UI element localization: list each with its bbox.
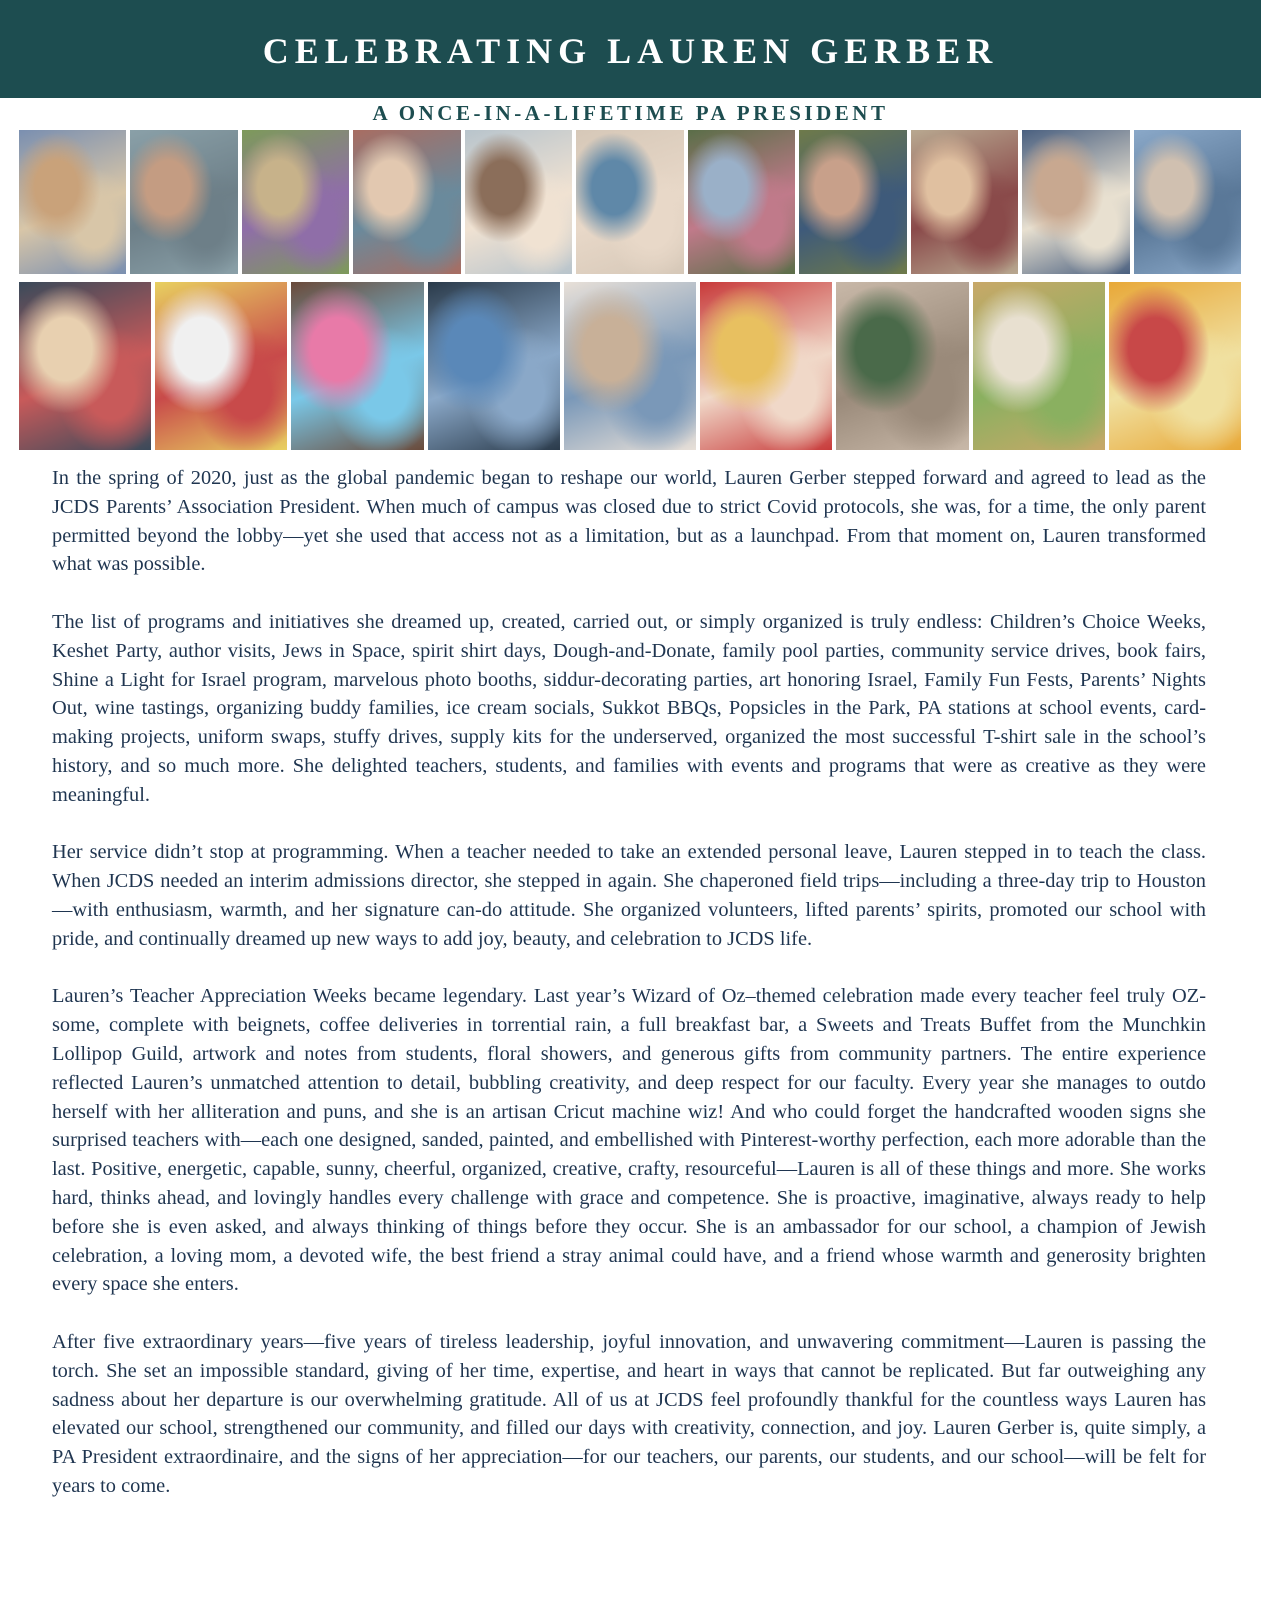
photo-group-grass (799, 130, 906, 274)
photo-student-table (1022, 130, 1129, 274)
page-title: CELEBRATING LAUREN GERBER (262, 31, 999, 71)
paragraph-farewell: After five extraordinary years—five years of tireless leadership, joyful innovation, and unwavering commitment—Lauren is passing the torch. She set an impossible standard, giving of her time, expertise, and heart in ways that cannot be replicated. But far outweighing any sadness about her departure is our overwhelming gratitude. All of us at JCDS feel profoundly thankful for the countless ways Lauren has elevated our school, strengthened our community, and filled our days with creativity, connection, and joy. Lauren Gerber is, quite simply, a PA President extraordinaire, and the signs of her appreciation—for our teachers, our parents, our students, and our school—will be felt for years to come. (52, 1330, 1206, 1497)
photo-ruby-slippers (700, 282, 832, 450)
page-subtitle: A ONCE-IN-A-LIFETIME PA PRESIDENT (372, 101, 889, 125)
photo-outdoor-craft (242, 130, 349, 274)
photo-collage-row-1 (19, 130, 1241, 274)
photo-collage-row-2 (19, 282, 1241, 450)
photo-hug (19, 130, 126, 274)
photo-smiling-kids (911, 130, 1018, 274)
photo-space-torah-book (428, 282, 560, 450)
photo-crafting-child (130, 130, 237, 274)
photo-kids-packing (836, 282, 968, 450)
photo-tree-outdoor (688, 130, 795, 274)
photo-girl-selfie (576, 130, 683, 274)
photo-teacher-flowers (19, 282, 151, 450)
photo-classroom-kids (1134, 130, 1241, 274)
photo-family-portrait (465, 130, 572, 274)
article-body (52, 464, 1206, 1501)
title-banner (0, 0, 1261, 98)
paragraph-teacher-appreciation: Lauren’s Teacher Appreciation Weeks became legendary. Last year’s Wizard of Oz–themed celebration made every teacher feel truly OZ-some, complete with beignets, coffee deliveries in torrential rain, a full breakfast bar, a Sweets and Treats Buffet from the Munchkin Lollipop Guild, artwork and notes from students, floral showers, and generous gifts from community partners. The entire experience reflected Lauren’s unmatched attention to detail, bubbling creativity, and deep respect for our faculty. Every year she manages to outdo herself with her alliteration and puns, and she is an artisan Cricut machine wiz! And who could forget the handcrafted wooden signs she surprised teachers with—each one designed, sanded, painted, and embellished with Pinterest-worthy perfection, each more adorable than the last. Positive, energetic, capable, sunny, cheerful, organized, creative, crafty, resourceful—Lauren is all of these things and more. She works hard, thinks ahead, and lovingly handles every challenge with grace and competence. She is proactive, imaginative, always ready to help before she is even asked, and always thinking of things before they occur. She is an ambassador for our school, a champion of Jewish celebration, a loving mom, a devoted wife, the best friend a stray animal could have, and a friend whose warmth and generosity brighten every space she enters. (52, 985, 1206, 1296)
photo-welcome-signs (291, 282, 423, 450)
paragraph-service: Her service didn’t stop at programming. When a teacher needed to take an extended personal leave, Lauren stepped in to teach the class. When JCDS needed an interim admissions director, she stepped in again. She chaperoned field trips—including a three-day trip to Houston—with enthusiasm, warmth, and her signature can-do attitude. She organized volunteers, lifted parents’ spirits, promoted our school with pride, and continually dreamed up new ways to add joy, beauty, and celebration to JCDS life. (52, 841, 1206, 950)
photo-child-headband (353, 130, 460, 274)
photo-table-favors (155, 282, 287, 450)
photo-chef-child (564, 282, 696, 450)
paragraph-intro: In the spring of 2020, just as the global pandemic began to reshape our world, Lauren Gerber stepped forward and agreed to lead as the JCDS Parents’ Association President. When much of campus was closed due to strict Covid protocols, she was, for a time, the only parent permitted beyond the lobby—yet she used that access not as a limitation, but as a launchpad. From that moment on, Lauren transformed what was possible. (52, 467, 1206, 576)
paragraph-programs: The list of programs and initiatives she dreamed up, created, carried out, or simply organized is truly endless: Children’s Choice Weeks, Keshet Party, author visits, Jews in Space, spirit shirt days, Dough-and-Donate, family pool parties, community service drives, book fairs, Shine a Light for Israel program, marvelous photo booths, siddur-decorating parties, art honoring Israel, Family Fun Fests, Parents’ Nights Out, wine tastings, organizing buddy families, ice cream socials, Sukkot BBQs, Popsicles in the Park, PA stations at school events, card-making projects, uniform swaps, stuffy drives, supply kits for the underserved, organized the most successful T-shirt sale in the school’s history, and so much more. She delighted teachers, students, and families with events and programs that were as creative as they were meaningful. (52, 610, 1206, 806)
photo-buffet (1109, 282, 1241, 450)
photo-food-gift (973, 282, 1105, 450)
